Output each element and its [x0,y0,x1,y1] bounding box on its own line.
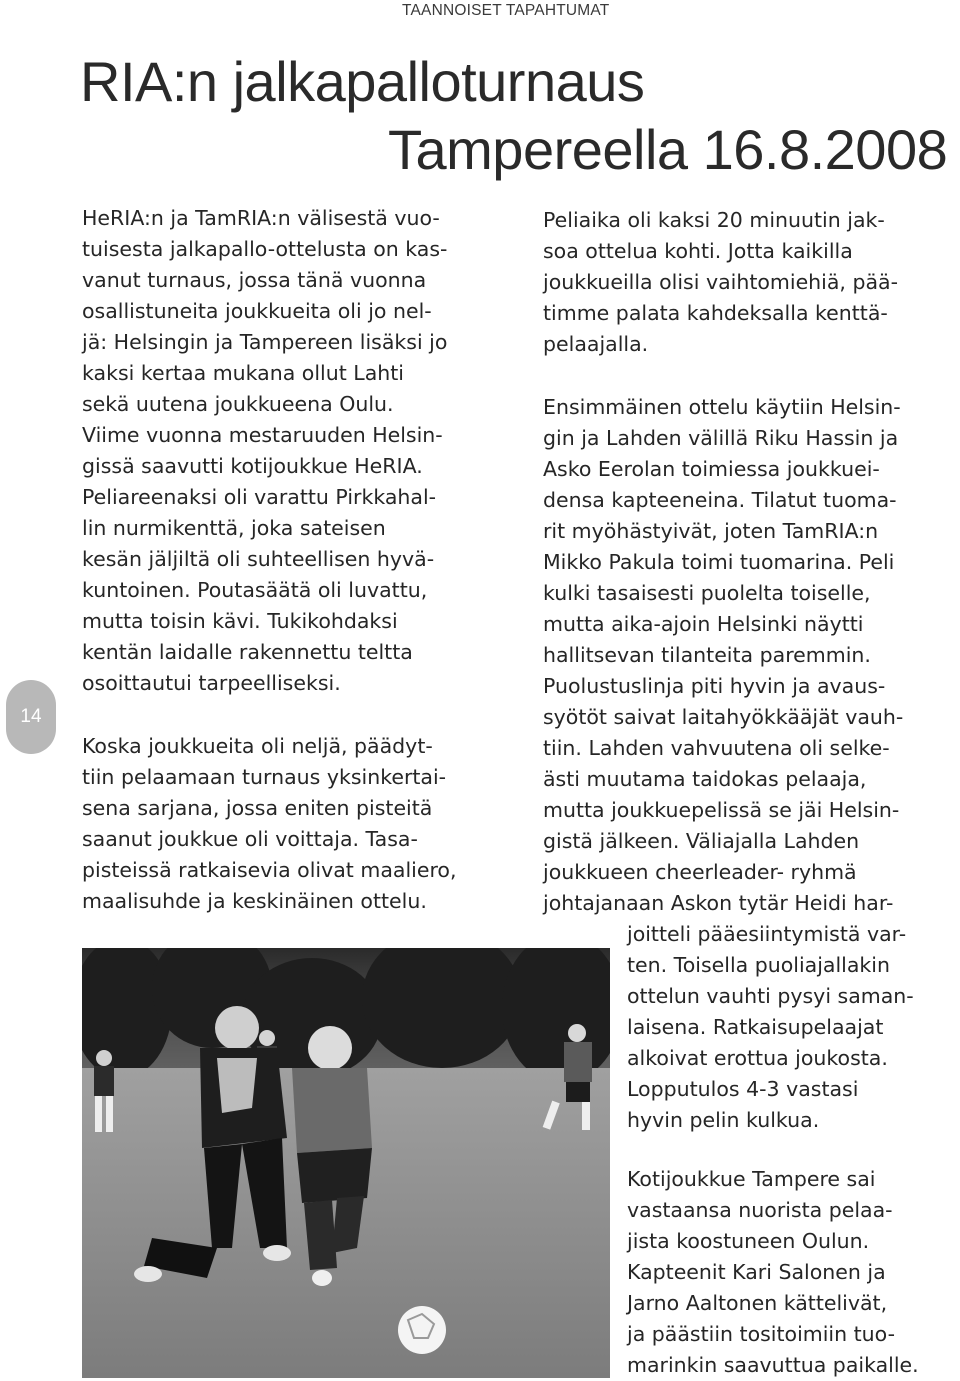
text-line: pelaajalla. [543,332,649,356]
text-line: alkoivat erottua joukosta. [627,1046,888,1070]
text-line: tiin pelaamaan turnaus yksinkertai- [82,765,447,789]
right-column-paragraph-1 [543,205,958,360]
text-line: HeRIA:n ja TamRIA:n välisestä vuo- [82,206,440,230]
text-line: saanut joukkue oli voittaja. Tasa- [82,827,418,851]
text-line: Ensimmäinen ottelu käytiin Helsin- [543,395,901,419]
football-match-photo [82,948,610,1378]
text-line: densa kapteeneina. Tilatut tuoma- [543,488,897,512]
text-line: Peliaika oli kaksi 20 minuutin jak- [543,208,885,232]
text-line: joitteli pääesiintymistä var- [627,922,907,946]
article-title-line-2: Tampereella 16.8.2008 [388,118,948,181]
text-line: tiin. Lahden vahvuutena oli selke- [543,736,890,760]
text-line: ten. Toisella puoliajallakin [627,953,890,977]
text-line: marinkin saavuttua paikalle. [627,1353,919,1377]
text-line: gin ja Lahden välillä Riku Hassin ja [543,426,899,450]
right-column-paragraph-3 [627,1164,957,1381]
text-line: Kotijoukkue Tampere sai [627,1167,876,1191]
text-line: kuntoinen. Poutasäätä oli luvattu, [82,578,428,602]
text-line: vastaansa nuorista pelaa- [627,1198,893,1222]
page-number-badge: 14 [6,680,56,754]
article-title-line-1: RIA:n jalkapalloturnaus [80,50,645,113]
right-column-paragraph-2-continued [627,919,957,1136]
text-line: hyvin pelin kulkua. [627,1108,820,1132]
text-line: tuisesta jalkapallo-ottelusta on kas- [82,237,448,261]
text-line: jä: Helsingin ja Tampereen lisäksi jo [82,330,448,354]
text-line: Viime vuonna mestaruuden Helsin- [82,423,443,447]
left-column-paragraph-1 [82,203,522,699]
text-line: joukkueilla olisi vaihtomiehiä, pää- [543,270,898,294]
text-line: Asko Eerolan toimiessa joukkuei- [543,457,880,481]
text-line: Koska joukkueita oli neljä, päädyt- [82,734,433,758]
text-line: ästi muutama taidokas pelaaja, [543,767,867,791]
left-column-paragraph-2 [82,731,522,917]
text-line: timme palata kahdeksalla kenttä- [543,301,888,325]
text-line: joukkueen cheerleader- ryhmä [543,860,857,884]
text-line: gissä saavutti kotijoukkue HeRIA. [82,454,423,478]
text-line: ottelun vauhti pysyi saman- [627,984,914,1008]
text-line: kulki tasaisesti puolelta toiselle, [543,581,871,605]
text-line: mutta joukkuepelissä se jäi Helsin- [543,798,900,822]
text-line: pisteissä ratkaisevia olivat maaliero, [82,858,457,882]
text-line: Lopputulos 4-3 vastasi [627,1077,859,1101]
text-line: mutta aika-ajoin Helsinki näytti [543,612,864,636]
text-line: Puolustuslinja piti hyvin ja avaus- [543,674,886,698]
text-line: jista koostuneen Oulun. [627,1229,870,1253]
text-line: syötöt saivat laitahyökkääjät vauh- [543,705,904,729]
text-line: lin nurmikenttä, joka sateisen [82,516,386,540]
text-line: Jarno Aaltonen kättelivät, [627,1291,888,1315]
text-line: soa ottelua kohti. Jotta kaikilla [543,239,853,263]
text-line: Kapteenit Kari Salonen ja [627,1260,886,1284]
right-column-paragraph-2 [543,392,958,919]
text-line: ja päästiin tositoimiin tuo- [627,1322,895,1346]
text-line: rit myöhästyivät, joten TamRIA:n [543,519,879,543]
text-line: laisena. Ratkaisupelaajat [627,1015,884,1039]
text-line: vanut turnaus, jossa tänä vuonna [82,268,427,292]
text-line: hallitsevan tilanteita paremmin. [543,643,871,667]
text-line: kesän jäljiltä oli suhteellisen hyvä- [82,547,435,571]
text-line: osoittautui tarpeelliseksi. [82,671,341,695]
section-label: TAANNOISET TAPAHTUMAT [402,2,610,19]
text-line: Peliareenaksi oli varattu Pirkkahal- [82,485,437,509]
text-line: osallistuneita joukkueita oli jo nel- [82,299,432,323]
text-line: Mikko Pakula toimi tuomarina. Peli [543,550,895,574]
text-line: kentän laidalle rakennettu teltta [82,640,413,664]
text-line: maalisuhde ja keskinäinen ottelu. [82,889,427,913]
text-line: gistä jälkeen. Väliajalla Lahden [543,829,860,853]
text-line: sena sarjana, jossa eniten pisteitä [82,796,433,820]
text-line: mutta toisin kävi. Tukikohdaksi [82,609,398,633]
text-line: sekä uutena joukkueena Oulu. [82,392,394,416]
text-line: johtajanaan Askon tytär Heidi har- [543,891,894,915]
text-line: kaksi kertaa mukana ollut Lahti [82,361,404,385]
